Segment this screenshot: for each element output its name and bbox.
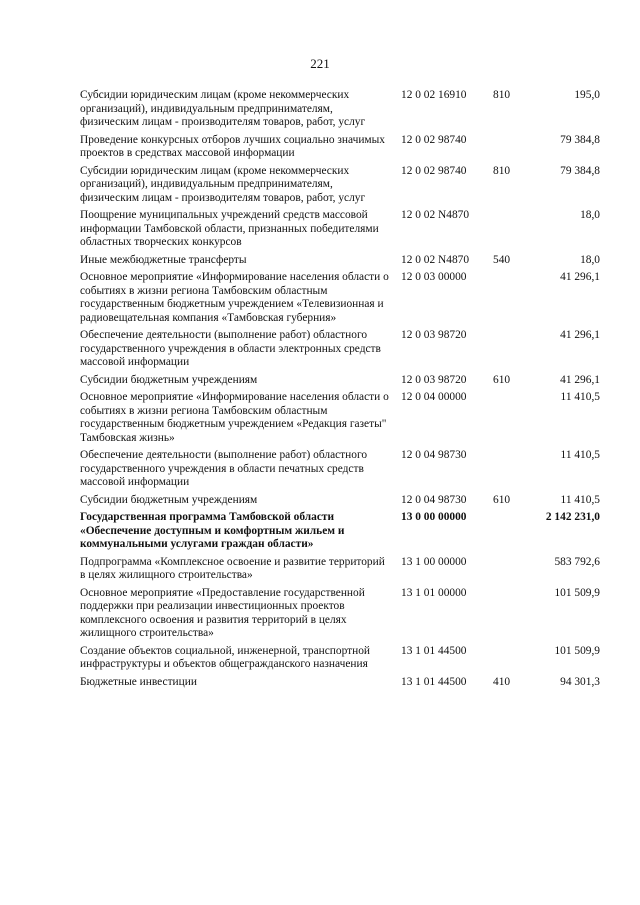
row-amount: 41 296,1: [560, 373, 600, 386]
row-code: 12 0 03 00000: [401, 271, 467, 283]
row-code: 12 0 04 98730: [401, 493, 467, 506]
row-name: Субсидии бюджетным учреждениям: [80, 373, 258, 386]
row-amount: 18,0: [580, 253, 600, 266]
page-number: 221: [310, 56, 330, 71]
row-name: Основное мероприятие «Предоставление государственной поддержки при реализации инвестиционных проектов комплексного освоения и развития территорий в целях жилищного строительства»: [80, 586, 365, 639]
row-amount: 583 792,6: [554, 555, 600, 568]
row-name: Проведение конкурсных отборов лучших социально значимых проектов в средствах массовой информации: [80, 133, 385, 159]
row-code: 13 1 01 44500: [401, 675, 467, 688]
row-code: 12 0 02 N4870: [401, 253, 470, 266]
row-amount: 195,0: [574, 89, 600, 101]
row-expense-type: 610: [493, 493, 511, 506]
row-amount: 41 296,1: [560, 271, 600, 283]
row-code: 12 0 02 98740: [401, 164, 467, 177]
row-name: Создание объектов социальной, инженерной, транспортной инфраструктуры и объектов общегражданского назначения: [80, 644, 370, 670]
row-amount: 94 301,3: [560, 675, 600, 688]
table-row: [80, 676, 600, 690]
row-amount: 11 410,5: [560, 449, 600, 461]
table-row: [80, 254, 600, 268]
table-row: [80, 271, 600, 325]
row-code: 12 0 03 98720: [401, 329, 467, 341]
table-row: [80, 89, 600, 130]
row-expense-type: 810: [493, 89, 511, 101]
row-amount: 18,0: [580, 209, 600, 221]
row-name: Основное мероприятие «Информирование населения области о событиях в жизни региона Тамбовским областным государственным бюджетным учреждением «Редакция газеты" Тамбовская жизнь»: [80, 391, 389, 444]
row-expense-type: 410: [493, 675, 511, 688]
table-row: [80, 449, 600, 490]
table-row: [80, 511, 600, 552]
row-code: 12 0 02 98740: [401, 133, 467, 146]
table-row: [80, 134, 600, 161]
row-code: 12 0 04 00000: [401, 391, 467, 403]
row-expense-type: 540: [493, 253, 511, 266]
table-row: [80, 329, 600, 370]
budget-table: [80, 89, 600, 693]
row-amount: 11 410,5: [560, 493, 600, 506]
row-name: Обеспечение деятельности (выполнение работ) областного государственного учреждения в области электронных средств массовой информации: [80, 329, 381, 368]
row-code: 12 0 02 N4870: [401, 209, 470, 221]
row-name: Бюджетные инвестиции: [80, 675, 197, 688]
row-amount: 2 142 231,0: [545, 511, 600, 523]
row-amount: 79 384,8: [560, 133, 600, 146]
row-code: 13 1 01 44500: [401, 644, 467, 657]
row-amount: 41 296,1: [560, 329, 600, 341]
row-code: 12 0 03 98720: [401, 373, 467, 386]
row-name: Иные межбюджетные трансферты: [80, 253, 247, 266]
row-name: Субсидии юридическим лицам (кроме некоммерческих организаций), индивидуальным предпринимателям, физическим лицам - производителям товаров, работ, услуг: [80, 89, 366, 128]
row-amount: 79 384,8: [560, 164, 600, 177]
row-name: Субсидии юридическим лицам (кроме некоммерческих организаций), индивидуальным предпринимателям, физическим лицам - производителям товаров, работ, услуг: [80, 164, 366, 204]
row-name: Подпрограмма «Комплексное освоение и развитие территорий в целях жилищного строительства»: [80, 555, 385, 581]
row-code: 13 0 00 00000: [401, 511, 467, 523]
row-name: Обеспечение деятельности (выполнение работ) областного государственного учреждения в области печатных средств массовой информации: [80, 449, 368, 488]
table-row: [80, 494, 600, 508]
row-name: Поощрение муниципальных учреждений средств массовой информации Тамбовской области, признанных победителями областных творческих конкурсов: [80, 209, 379, 248]
table-row: [80, 587, 600, 641]
row-name: Государственная программа Тамбовской области «Обеспечение доступным и комфортным жильем и коммунальными услугами граждан области»: [80, 511, 345, 550]
table-row: [80, 374, 600, 388]
row-amount: 101 509,9: [554, 586, 600, 599]
row-code: 12 0 02 16910: [401, 89, 467, 101]
table-row: [80, 209, 600, 250]
row-amount: 101 509,9: [554, 644, 600, 657]
table-row: [80, 556, 600, 583]
row-expense-type: 810: [493, 164, 511, 177]
row-name: Основное мероприятие «Информирование населения области о событиях в жизни региона Тамбовским областным государственным бюджетным учреждением «Телевизионная и радиовещательная компания «Тамбовская губерния»: [80, 271, 389, 324]
row-code: 12 0 04 98730: [401, 449, 467, 461]
row-expense-type: 610: [493, 373, 511, 386]
row-name: Субсидии бюджетным учреждениям: [80, 493, 258, 506]
table-row: [80, 645, 600, 672]
table-row: [80, 391, 600, 445]
row-code: 13 1 01 00000: [401, 586, 467, 599]
table-row: [80, 165, 600, 206]
row-code: 13 1 00 00000: [401, 555, 467, 568]
row-amount: 11 410,5: [560, 391, 600, 403]
